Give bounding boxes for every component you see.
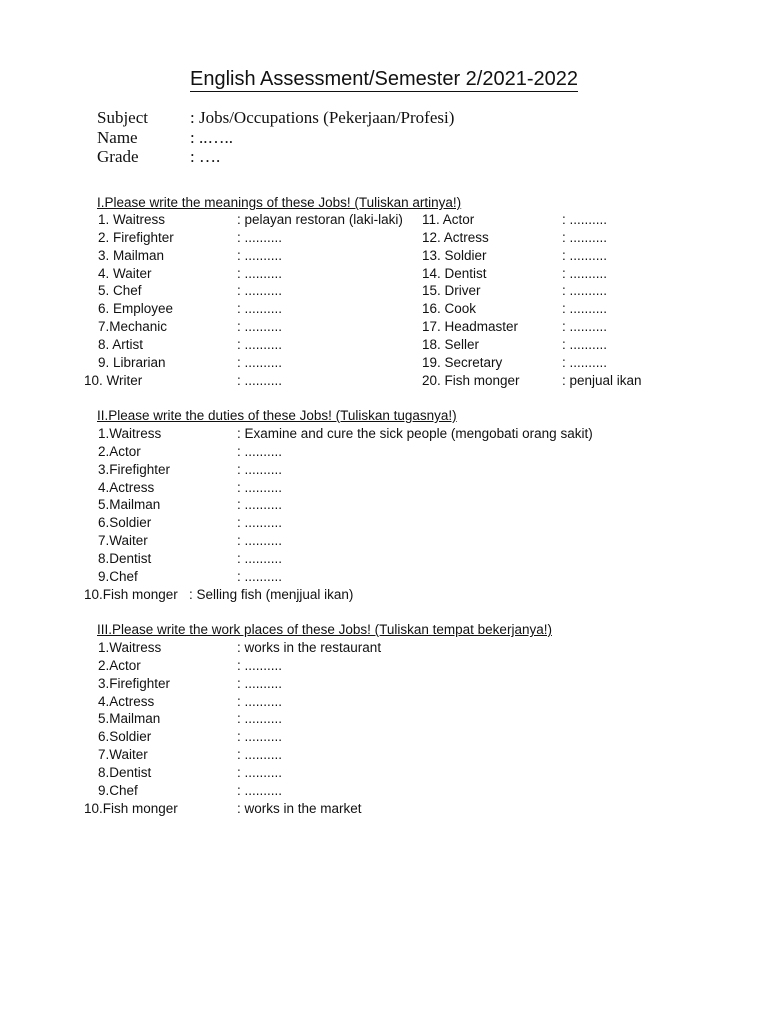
job-answer: : .......... — [237, 336, 283, 352]
job-answer: : .......... — [237, 354, 283, 370]
list-item — [0, 496, 768, 514]
job-name: 12. Actress — [422, 229, 489, 245]
job-name: 5.Mailman — [98, 711, 161, 727]
list-item — [0, 728, 768, 746]
job-answer: : .......... — [237, 479, 283, 495]
job-answer: : .......... — [237, 675, 283, 691]
job-name: 9.Chef — [98, 782, 138, 798]
job-name: 4.Actress — [98, 693, 155, 709]
list-item — [0, 568, 768, 586]
job-name: 16. Cook — [422, 301, 477, 317]
list-item — [0, 782, 768, 800]
job-answer: : .......... — [237, 229, 283, 245]
job-answer: : .......... — [237, 515, 283, 531]
list-item — [0, 514, 768, 532]
job-answer: : pelayan restoran (laki-laki) — [237, 212, 403, 227]
list-item — [0, 229, 768, 247]
job-answer: : .......... — [237, 533, 283, 549]
list-item — [0, 479, 768, 497]
job-name: 14. Dentist — [422, 265, 487, 281]
job-answer: : .......... — [237, 372, 283, 388]
job-answer: : .......... — [237, 247, 283, 263]
job-name: 1. Waitress — [98, 212, 166, 227]
list-item — [0, 746, 768, 764]
job-answer: : .......... — [237, 764, 283, 780]
list-item — [0, 461, 768, 479]
job-answer: : .......... — [237, 319, 283, 335]
job-answer: : .......... — [237, 568, 283, 584]
job-name: 8.Dentist — [98, 764, 152, 780]
job-name: 7.Waiter — [98, 747, 148, 763]
list-item — [0, 282, 768, 300]
job-answer: : .......... — [237, 497, 283, 513]
job-answer: : .......... — [562, 212, 608, 227]
job-name: 15. Driver — [422, 283, 481, 299]
job-name: 20. Fish monger — [422, 372, 520, 388]
list-item — [0, 354, 768, 372]
job-name: 6. Employee — [98, 301, 174, 317]
list-item — [0, 247, 768, 265]
job-name: 7.Waiter — [98, 533, 148, 549]
job-answer: : .......... — [562, 354, 608, 370]
list-item — [0, 710, 768, 728]
job-name: 13. Soldier — [422, 247, 487, 263]
list-item — [0, 800, 768, 818]
page-title — [0, 66, 768, 92]
job-name: 6.Soldier — [98, 729, 152, 745]
job-answer: : .......... — [237, 443, 283, 459]
list-item — [0, 318, 768, 336]
job-answer: : .......... — [237, 729, 283, 745]
list-item — [0, 532, 768, 550]
job-answer: : .......... — [237, 301, 283, 317]
job-name: 6.Soldier — [98, 515, 152, 531]
job-answer: : .......... — [562, 319, 608, 335]
job-answer: : penjual ikan — [562, 372, 642, 388]
list-item — [0, 300, 768, 318]
list-item — [0, 336, 768, 354]
job-name: 4.Actress — [98, 479, 155, 495]
job-answer: : .......... — [562, 229, 608, 245]
job-name: 8. Artist — [98, 336, 144, 352]
list-item — [0, 657, 768, 675]
job-answer: : .......... — [237, 782, 283, 798]
job-name: 8.Dentist — [98, 550, 152, 566]
section-2-heading: II.Please write the duties of these Jobs! (Tuliskan tugasnya!) — [97, 408, 457, 423]
job-answer: : .......... — [562, 265, 608, 281]
list-item — [0, 265, 768, 283]
job-answer: : .......... — [562, 301, 608, 317]
list-item — [0, 639, 768, 657]
job-line: 10.Fish monger : Selling fish (menjjual ikan) — [84, 586, 354, 602]
job-answer: : .......... — [562, 283, 608, 299]
list-item — [0, 425, 768, 443]
job-name: 3. Mailman — [98, 247, 165, 263]
job-name: 2.Actor — [98, 657, 141, 673]
info-value: : …. — [190, 147, 221, 166]
job-name: 10.Fish monger — [84, 800, 178, 816]
list-item — [0, 550, 768, 568]
list-item — [0, 211, 768, 229]
job-name: 9.Chef — [98, 568, 138, 584]
job-answer: : .......... — [237, 461, 283, 477]
job-name: 2. Firefighter — [98, 229, 174, 245]
job-answer: : works in the market — [237, 800, 362, 816]
list-item — [0, 586, 768, 604]
job-name: 9. Librarian — [98, 354, 166, 370]
list-item — [0, 372, 768, 390]
info-value: : ..….. — [190, 127, 233, 147]
job-answer: : .......... — [237, 711, 283, 727]
info-label: Grade — [97, 147, 139, 166]
job-name: 1.Waitress — [98, 640, 162, 655]
job-name: 7.Mechanic — [98, 319, 168, 335]
job-name: 3.Firefighter — [98, 675, 171, 691]
info-label: Subject — [97, 108, 148, 127]
section-1-heading: I.Please write the meanings of these Jobs! (Tuliskan artinya!) — [97, 195, 462, 210]
list-item — [0, 764, 768, 782]
job-answer: : .......... — [237, 657, 283, 673]
job-answer: : .......... — [237, 747, 283, 763]
list-item — [0, 693, 768, 711]
job-name: 5. Chef — [98, 283, 142, 299]
job-name: 2.Actor — [98, 443, 141, 459]
job-answer: : .......... — [562, 247, 608, 263]
job-answer: : .......... — [237, 693, 283, 709]
info-label: Name — [97, 127, 138, 147]
job-name: 10. Writer — [84, 372, 143, 388]
list-item — [0, 675, 768, 693]
job-answer: : Examine and cure the sick people (mengobati orang sakit) — [237, 426, 593, 441]
job-name: 4. Waiter — [98, 265, 152, 281]
job-answer: : works in the restaurant — [237, 640, 382, 655]
job-name: 18. Seller — [422, 336, 480, 352]
job-name: 5.Mailman — [98, 497, 161, 513]
info-value: : Jobs/Occupations (Pekerjaan/Profesi) — [190, 108, 455, 127]
job-name: 19. Secretary — [422, 354, 503, 370]
job-answer: : .......... — [237, 550, 283, 566]
job-name: 17. Headmaster — [422, 319, 519, 335]
section-1-list — [0, 211, 768, 389]
job-name: 11. Actor — [422, 212, 475, 227]
job-name: 3.Firefighter — [98, 461, 171, 477]
section-3-list — [0, 639, 768, 817]
job-name: 1.Waitress — [98, 426, 162, 441]
section-2-list — [0, 425, 768, 603]
job-answer: : .......... — [237, 265, 283, 281]
job-answer: : .......... — [237, 283, 283, 299]
title-text: English Assessment/Semester 2/2021-2022 — [190, 68, 578, 90]
section-3-heading: III.Please write the work places of these Jobs! (Tuliskan tempat bekerjanya!) — [97, 622, 552, 637]
list-item — [0, 443, 768, 461]
job-answer: : .......... — [562, 336, 608, 352]
